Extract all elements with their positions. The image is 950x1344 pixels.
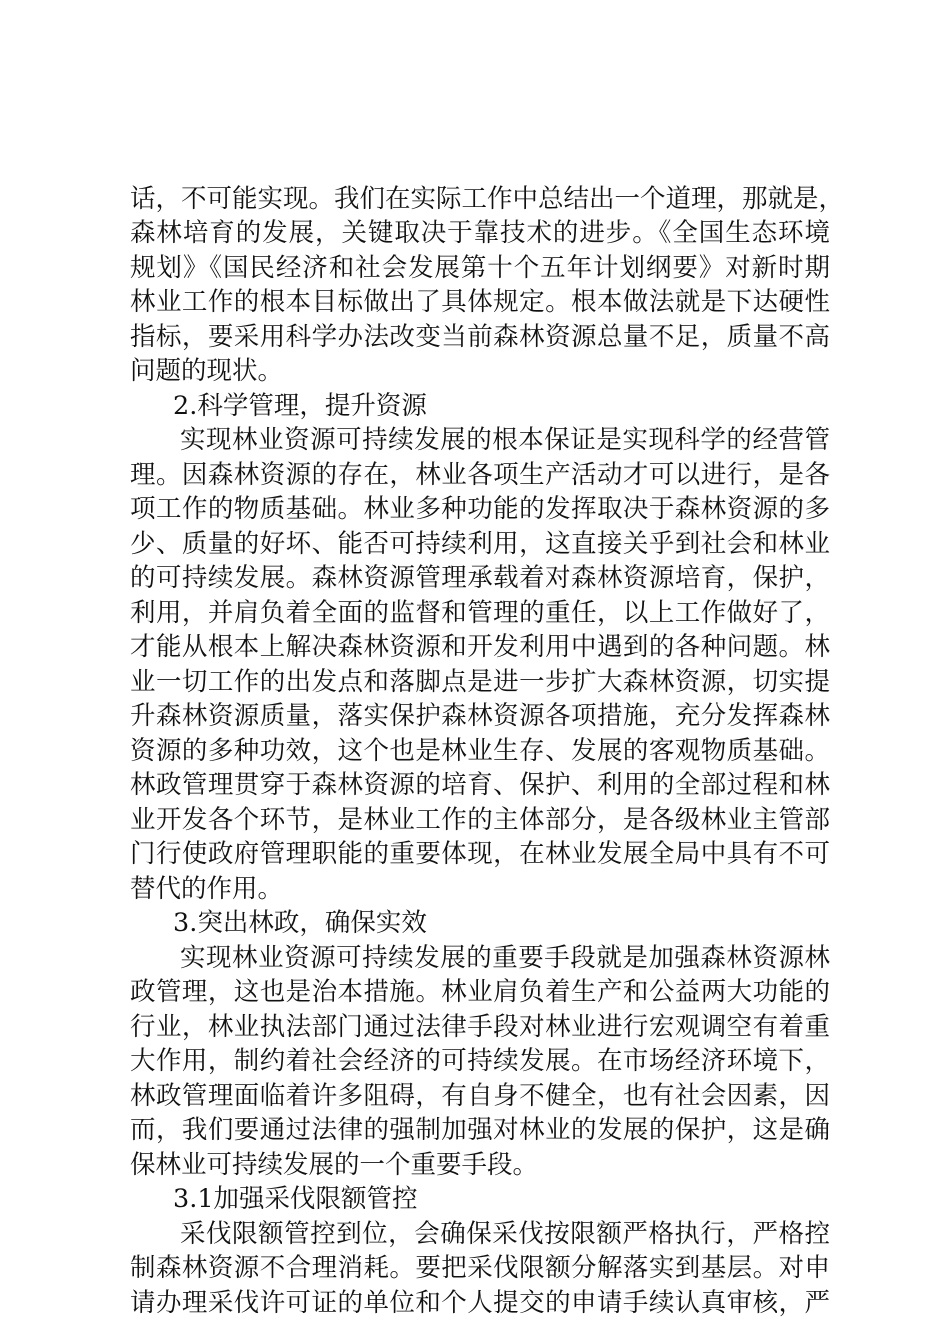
paragraph-1-line: 林业工作的根本目标做出了具体规定。根本做法就是下达硬性: [130, 287, 830, 317]
paragraph-3-line: 而，我们要通过法律的强制加强对林业的发展的保护，这是确: [130, 1115, 830, 1145]
paragraph-2-line: 业开发各个环节，是林业工作的主体部分，是各级林业主管部: [130, 805, 830, 835]
section-heading-3-1: 3.1加强采伐限额管控: [173, 1184, 418, 1214]
paragraph-3-line: 行业，林业执法部门通过法律手段对林业进行宏观调空有着重: [130, 1012, 830, 1042]
paragraph-2-line: 升森林资源质量，落实保护森林资源各项措施，充分发挥森林: [130, 701, 830, 731]
paragraph-2-line: 少、质量的好坏、能否可持续利用，这直接关乎到社会和林业: [130, 529, 830, 559]
paragraph-3-line: 保林业可持续发展的一个重要手段。: [130, 1150, 539, 1180]
paragraph-2-line: 的可持续发展。森林资源管理承载着对森林资源培育，保护，: [130, 563, 830, 593]
paragraph-2-line: 实现林业资源可持续发展的根本保证是实现科学的经营管: [180, 425, 830, 455]
paragraph-3-line: 林政管理面临着许多阻碍，有自身不健全，也有社会因素，因: [130, 1081, 830, 1111]
paragraph-1-line: 话，不可能实现。我们在实际工作中总结出一个道理，那就是，: [130, 184, 845, 214]
paragraph-2-line: 替代的作用。: [130, 874, 284, 904]
paragraph-2-line: 林政管理贯穿于森林资源的培育、保护、利用的全部过程和林: [130, 770, 830, 800]
paragraph-2-line: 项工作的物质基础。林业多种功能的发挥取决于森林资源的多: [130, 494, 830, 524]
paragraph-2-line: 资源的多种功效，这个也是林业生存、发展的客观物质基础。: [130, 736, 830, 766]
paragraph-3-line: 大作用，制约着社会经济的可持续发展。在市场经济环境下，: [130, 1046, 830, 1076]
paragraph-1-line: 指标，要采用科学办法改变当前森林资源总量不足，质量不高: [130, 322, 830, 352]
paragraph-2-line: 才能从根本上解决森林资源和开发利用中遇到的各种问题。林: [130, 632, 830, 662]
paragraph-1-line: 森林培育的发展，关键取决于靠技术的进步。《全国生态环境: [130, 218, 830, 248]
paragraph-1-line: 规划》《国民经济和社会发展第十个五年计划纲要》对新时期: [130, 253, 830, 283]
paragraph-4-line: 制森林资源不合理消耗。要把采伐限额分解落实到基层。对申: [130, 1253, 830, 1283]
paragraph-2-line: 业一切工作的出发点和落脚点是进一步扩大森林资源，切实提: [130, 667, 830, 697]
paragraph-4-line: 请办理采伐许可证的单位和个人提交的申请手续认真审核，严: [130, 1288, 830, 1318]
paragraph-1-line: 问题的现状。: [130, 356, 284, 386]
section-heading-2: 2.科学管理，提升资源: [173, 391, 427, 421]
paragraph-2-line: 利用，并肩负着全面的监督和管理的重任，以上工作做好了，: [130, 598, 830, 628]
section-heading-3: 3.突出林政，确保实效: [173, 908, 427, 938]
paragraph-2-line: 门行使政府管理职能的重要体现，在林业发展全局中具有不可: [130, 839, 830, 869]
paragraph-3-line: 实现林业资源可持续发展的重要手段就是加强森林资源林: [180, 943, 830, 973]
paragraph-2-line: 理。因森林资源的存在，林业各项生产活动才可以进行，是各: [130, 460, 830, 490]
paragraph-4-line: 采伐限额管控到位，会确保采伐按限额严格执行，严格控: [180, 1219, 830, 1249]
paragraph-3-line: 政管理，这也是治本措施。林业肩负着生产和公益两大功能的: [130, 977, 830, 1007]
